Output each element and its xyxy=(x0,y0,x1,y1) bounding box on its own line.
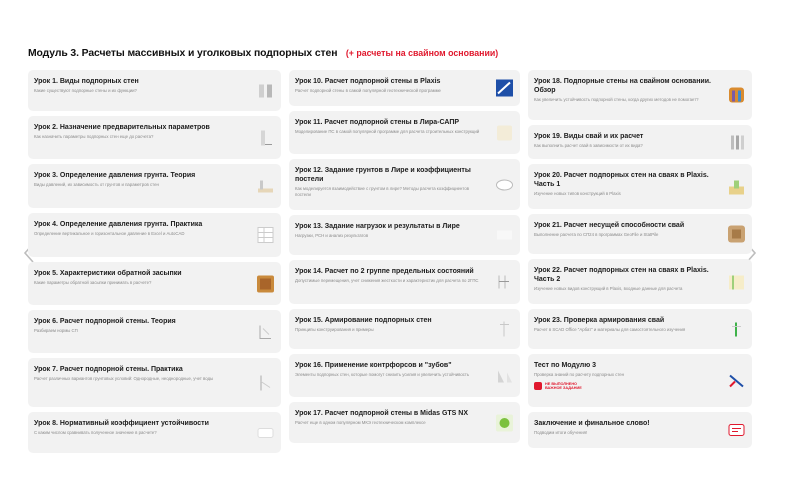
lessons-grid xyxy=(28,70,752,453)
lesson-description: Как моделируется взаимодействие с грунтом в лире? Методы расчета коэффициентов постели xyxy=(295,186,469,197)
lesson-title: Заключение и финальное слово! xyxy=(534,420,650,427)
finale-icon xyxy=(727,421,746,440)
lesson-description: Допустимые перемещения, учет снижения жесткости и характеристик для расчета по 2ГПС xyxy=(295,278,479,283)
lesson-card[interactable] xyxy=(28,262,281,305)
lesson-title: Урок 10. Расчет подпорной стены в Plaxis xyxy=(295,78,441,85)
lesson-title: Урок 1. Виды подпорных стен xyxy=(34,78,139,85)
backfill-icon xyxy=(256,274,275,293)
lesson-description: Как назначить параметры подпорных стен еще до расчета? xyxy=(34,134,154,139)
lesson-card[interactable] xyxy=(528,412,752,448)
lessons-column-3 xyxy=(528,70,752,453)
lesson-title: Урок 22. Расчет подпорных стен на сваях в Plaxis. Часть 2 xyxy=(534,267,709,283)
lesson-card[interactable] xyxy=(289,354,520,397)
lessons-column-2 xyxy=(289,70,520,453)
lesson-card[interactable] xyxy=(28,116,281,159)
plaxis-icon xyxy=(495,79,514,98)
lesson-description: Расчет различных вариантов грунтовых условий: Однородные, неоднородные, учет воды xyxy=(34,376,214,381)
lesson-title: Урок 6. Расчет подпорной стены. Теория xyxy=(34,318,176,325)
wall-practice-icon xyxy=(256,373,275,392)
piles-overview-icon xyxy=(727,86,746,105)
lesson-title: Урок 12. Задание грунтов в Лире и коэффициенты постели xyxy=(295,167,471,183)
lesson-description: Определение вертикальное и горизонтальное давление в Excel и AutoCAD xyxy=(34,231,185,236)
lesson-title: Урок 5. Характеристики обратной засыпки xyxy=(34,270,182,277)
rebar-icon xyxy=(495,320,514,339)
lesson-description: Расчет еще в одном популярном МКЭ геотехническом комплексе xyxy=(295,420,426,425)
lesson-title: Урок 18. Подпорные стены на свайном основании. Обзор xyxy=(534,78,711,94)
plaxis-part2-icon xyxy=(727,272,746,291)
warning-icon xyxy=(534,382,542,390)
lesson-title: Урок 7. Расчет подпорной стены. Практика xyxy=(34,366,183,373)
lesson-description: Проверка знаний по расчету подпорных стен xyxy=(534,372,625,377)
lesson-title: Урок 21. Расчет несущей способности свай xyxy=(534,222,685,229)
pile-rebar-icon xyxy=(727,320,746,339)
wall-types-icon xyxy=(256,81,275,100)
lesson-description: Как увеличить устойчивость подпорной стены, когда других методов не помогает? xyxy=(534,97,699,102)
coefficient-icon xyxy=(256,423,275,442)
lesson-description: Изучение новых типов конструкций в Plaxis xyxy=(534,191,621,196)
lesson-description: Виды давлений, их зависимость от грунтов и параметров стен xyxy=(34,182,159,187)
lessons-column-1 xyxy=(28,70,281,453)
lesson-description: Выполнение расчета по СП24 в программах GeoFile и StatPile xyxy=(534,232,659,237)
lesson-card[interactable] xyxy=(528,70,752,120)
lesson-title: Урок 2. Назначение предварительных параметров xyxy=(34,124,210,131)
module-header xyxy=(28,43,498,61)
lesson-card[interactable] xyxy=(289,215,520,255)
lesson-title: Урок 23. Проверка армирования свай xyxy=(534,317,665,324)
lesson-card[interactable] xyxy=(289,70,520,106)
lesson-title: Урок 8. Нормативный коэффициент устойчивости xyxy=(34,420,209,427)
lesson-card[interactable] xyxy=(28,310,281,353)
lesson-title: Урок 11. Расчет подпорной стены в Лира-САПР xyxy=(295,119,460,126)
lesson-description: Нагрузки, РСН и анализ результатов xyxy=(295,233,369,238)
lesson-title: Урок 15. Армирование подпорных стен xyxy=(295,317,432,324)
lesson-description: Моделирование ПС в самой популярной программе для расчета строительных конструкций xyxy=(295,129,480,134)
status-badge-label: НЕ ВЫПОЛНЕНО ВАЖНОЕ ЗАДАНИЕ xyxy=(545,381,582,391)
lesson-description: Подводим итоги обучения! xyxy=(534,430,588,435)
lesson-description: Изучение новых видов конструкций в Plaxis, входные данные для расчета xyxy=(534,286,683,291)
buttress-icon xyxy=(495,366,514,385)
lesson-card[interactable] xyxy=(528,214,752,254)
plaxis-piles-icon xyxy=(727,177,746,196)
lesson-description: Принципы конструирования и примеры xyxy=(295,327,374,332)
lesson-card[interactable] xyxy=(28,358,281,407)
lesson-title: Тест по Модулю 3 xyxy=(534,362,597,369)
lesson-card[interactable] xyxy=(289,309,520,349)
limit-state-icon xyxy=(495,273,514,292)
lesson-card[interactable] xyxy=(289,260,520,304)
pile-types-icon xyxy=(727,133,746,152)
lesson-title: Урок 3. Определение давления грунта. Теория xyxy=(34,172,196,179)
test-icon xyxy=(727,371,746,390)
lesson-title: Урок 14. Расчет по 2 группе предельных состояний xyxy=(295,268,474,275)
module-title: Модуль 3. Расчеты массивных и уголковых подпорных стен xyxy=(28,48,338,59)
lesson-card[interactable] xyxy=(28,164,281,208)
module-subtitle-accent: (+ расчеты на свайном основании) xyxy=(345,48,499,58)
lesson-description: Разбираем нормы СП xyxy=(34,328,78,333)
wall-theory-icon xyxy=(256,322,275,341)
lesson-description: Элементы подпорных стен, которые помогут снизить усилия и увеличить устойчивость xyxy=(295,372,470,377)
lesson-description: Расчет в SCAD Office "Арбат" и материалы для самостоятельного изучения xyxy=(534,327,686,332)
lesson-title: Урок 17. Расчет подпорной стены в Midas GTS NX xyxy=(295,410,469,417)
wall-params-icon xyxy=(256,128,275,147)
lesson-card[interactable] xyxy=(28,412,281,453)
lesson-description: Расчет подпорной стены в самой популярной геотехнической программе xyxy=(295,88,441,93)
lesson-card[interactable] xyxy=(289,159,520,210)
lesson-card[interactable] xyxy=(28,70,281,111)
lesson-card[interactable] xyxy=(528,259,752,304)
lesson-card[interactable] xyxy=(528,309,752,349)
bedding-icon xyxy=(495,175,514,194)
lesson-card[interactable] xyxy=(289,402,520,443)
bearing-capacity-icon xyxy=(727,225,746,244)
spreadsheet-icon xyxy=(256,226,275,245)
lesson-description: Какие параметры обратной засыпки принимать в расчете? xyxy=(34,280,152,285)
lesson-title: Урок 20. Расчет подпорных стен на сваях в Plaxis. Часть 1 xyxy=(534,172,709,188)
soil-pressure-icon xyxy=(256,177,275,196)
lesson-description: С каким числом сравнивать полученное значение в расчете? xyxy=(34,430,157,435)
loads-icon xyxy=(495,226,514,245)
lesson-title: Урок 16. Применение контрфорсов и "зубов" xyxy=(295,362,452,369)
lesson-description: Как выполнить расчет свай в зависимости от их вида? xyxy=(534,143,643,148)
lesson-card[interactable] xyxy=(28,213,281,257)
status-badge xyxy=(534,382,718,391)
midas-icon xyxy=(495,413,514,432)
lesson-title: Урок 19. Виды свай и их расчет xyxy=(534,133,644,140)
lesson-card[interactable] xyxy=(289,111,520,154)
lira-icon xyxy=(495,123,514,142)
lesson-title: Урок 13. Задание нагрузок и результаты в Лире xyxy=(295,223,460,230)
lesson-card[interactable] xyxy=(528,164,752,209)
lesson-card[interactable] xyxy=(528,354,752,407)
lesson-card[interactable] xyxy=(528,125,752,159)
lesson-title: Урок 4. Определение давления грунта. Практика xyxy=(34,221,203,228)
lesson-description: Какие существуют подпорные стены и их функции? xyxy=(34,88,137,93)
